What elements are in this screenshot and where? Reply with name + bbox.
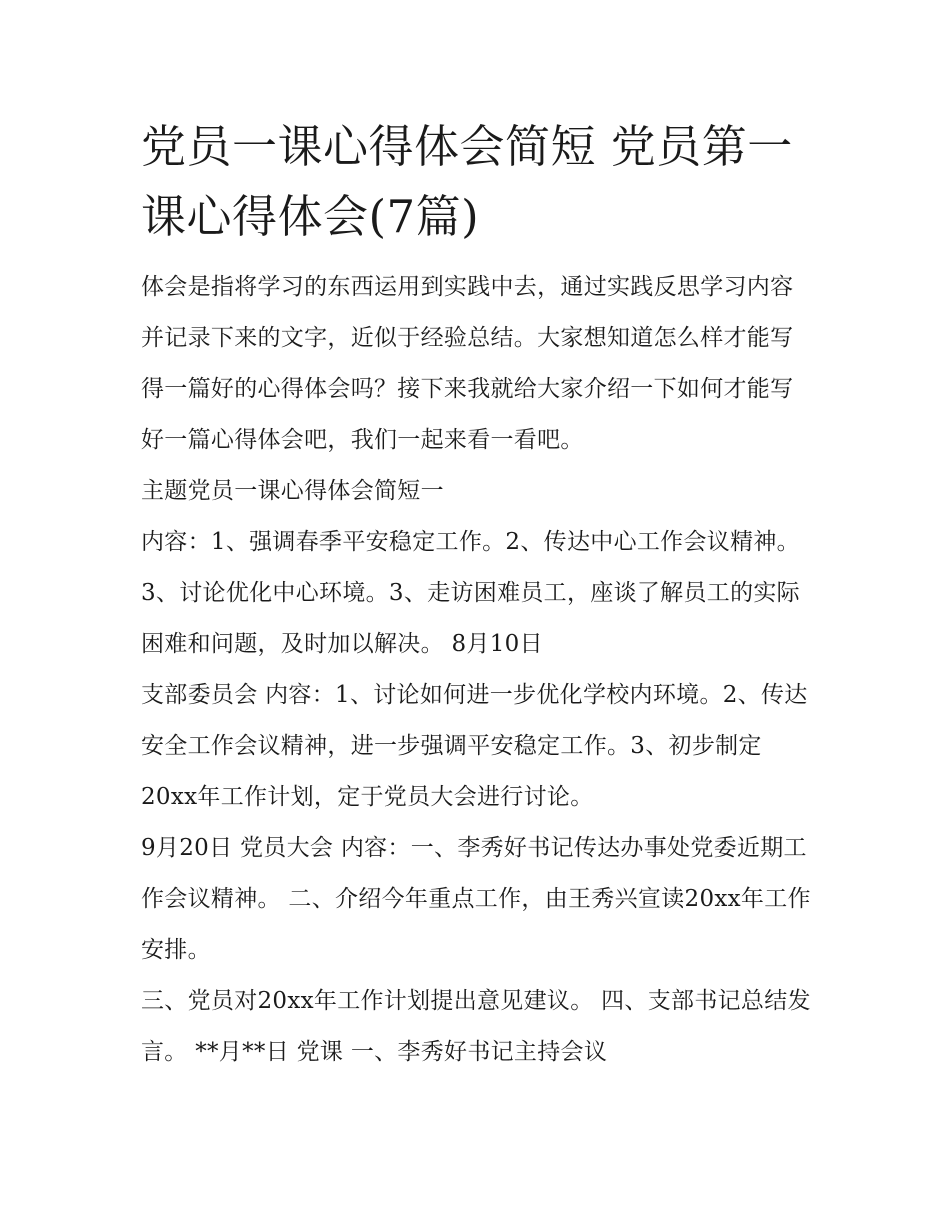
document-title: 党员一课心得体会简短 党员第一课心得体会(7篇)	[141, 120, 793, 243]
paragraph-content-2: 支部委员会 内容：1、讨论如何进一步优化学校内环境。2、传达安全工作会议精神，进一步强调平安稳定工作。3、初步制定20xx年工作计划，定于党员大会进行讨论。	[141, 682, 808, 810]
document-body	[141, 112, 813, 1078]
paragraph-section-heading: 主题党员一课心得体会简短一	[141, 478, 444, 504]
paragraph-content-4: 三、党员对20xx年工作计划提出意见建议。 四、支部书记总结发言。 **月**日 党课 一、李秀好书记主持会议	[141, 988, 811, 1065]
paragraph-content-1: 内容：1、强调春季平安稳定工作。2、传达中心工作会议精神。3、讨论优化中心环境。3、走访困难员工，座谈了解员工的实际困难和问题，及时加以解决。 8月10日	[141, 529, 800, 657]
paragraph-intro: 体会是指将学习的东西运用到实践中去，通过实践反思学习内容并记录下来的文字，近似于经验总结。大家想知道怎么样才能写得一篇好的心得体会吗？接下来我就给大家介绍一下如何才能写好一篇心得体会吧，我们一起来看一看吧。	[141, 274, 794, 453]
paragraph-content-3: 9月20日 党员大会 内容：一、李秀好书记传达办事处党委近期工作会议精神。 二、介绍今年重点工作，由王秀兴宣读20xx年工作安排。	[141, 835, 811, 963]
